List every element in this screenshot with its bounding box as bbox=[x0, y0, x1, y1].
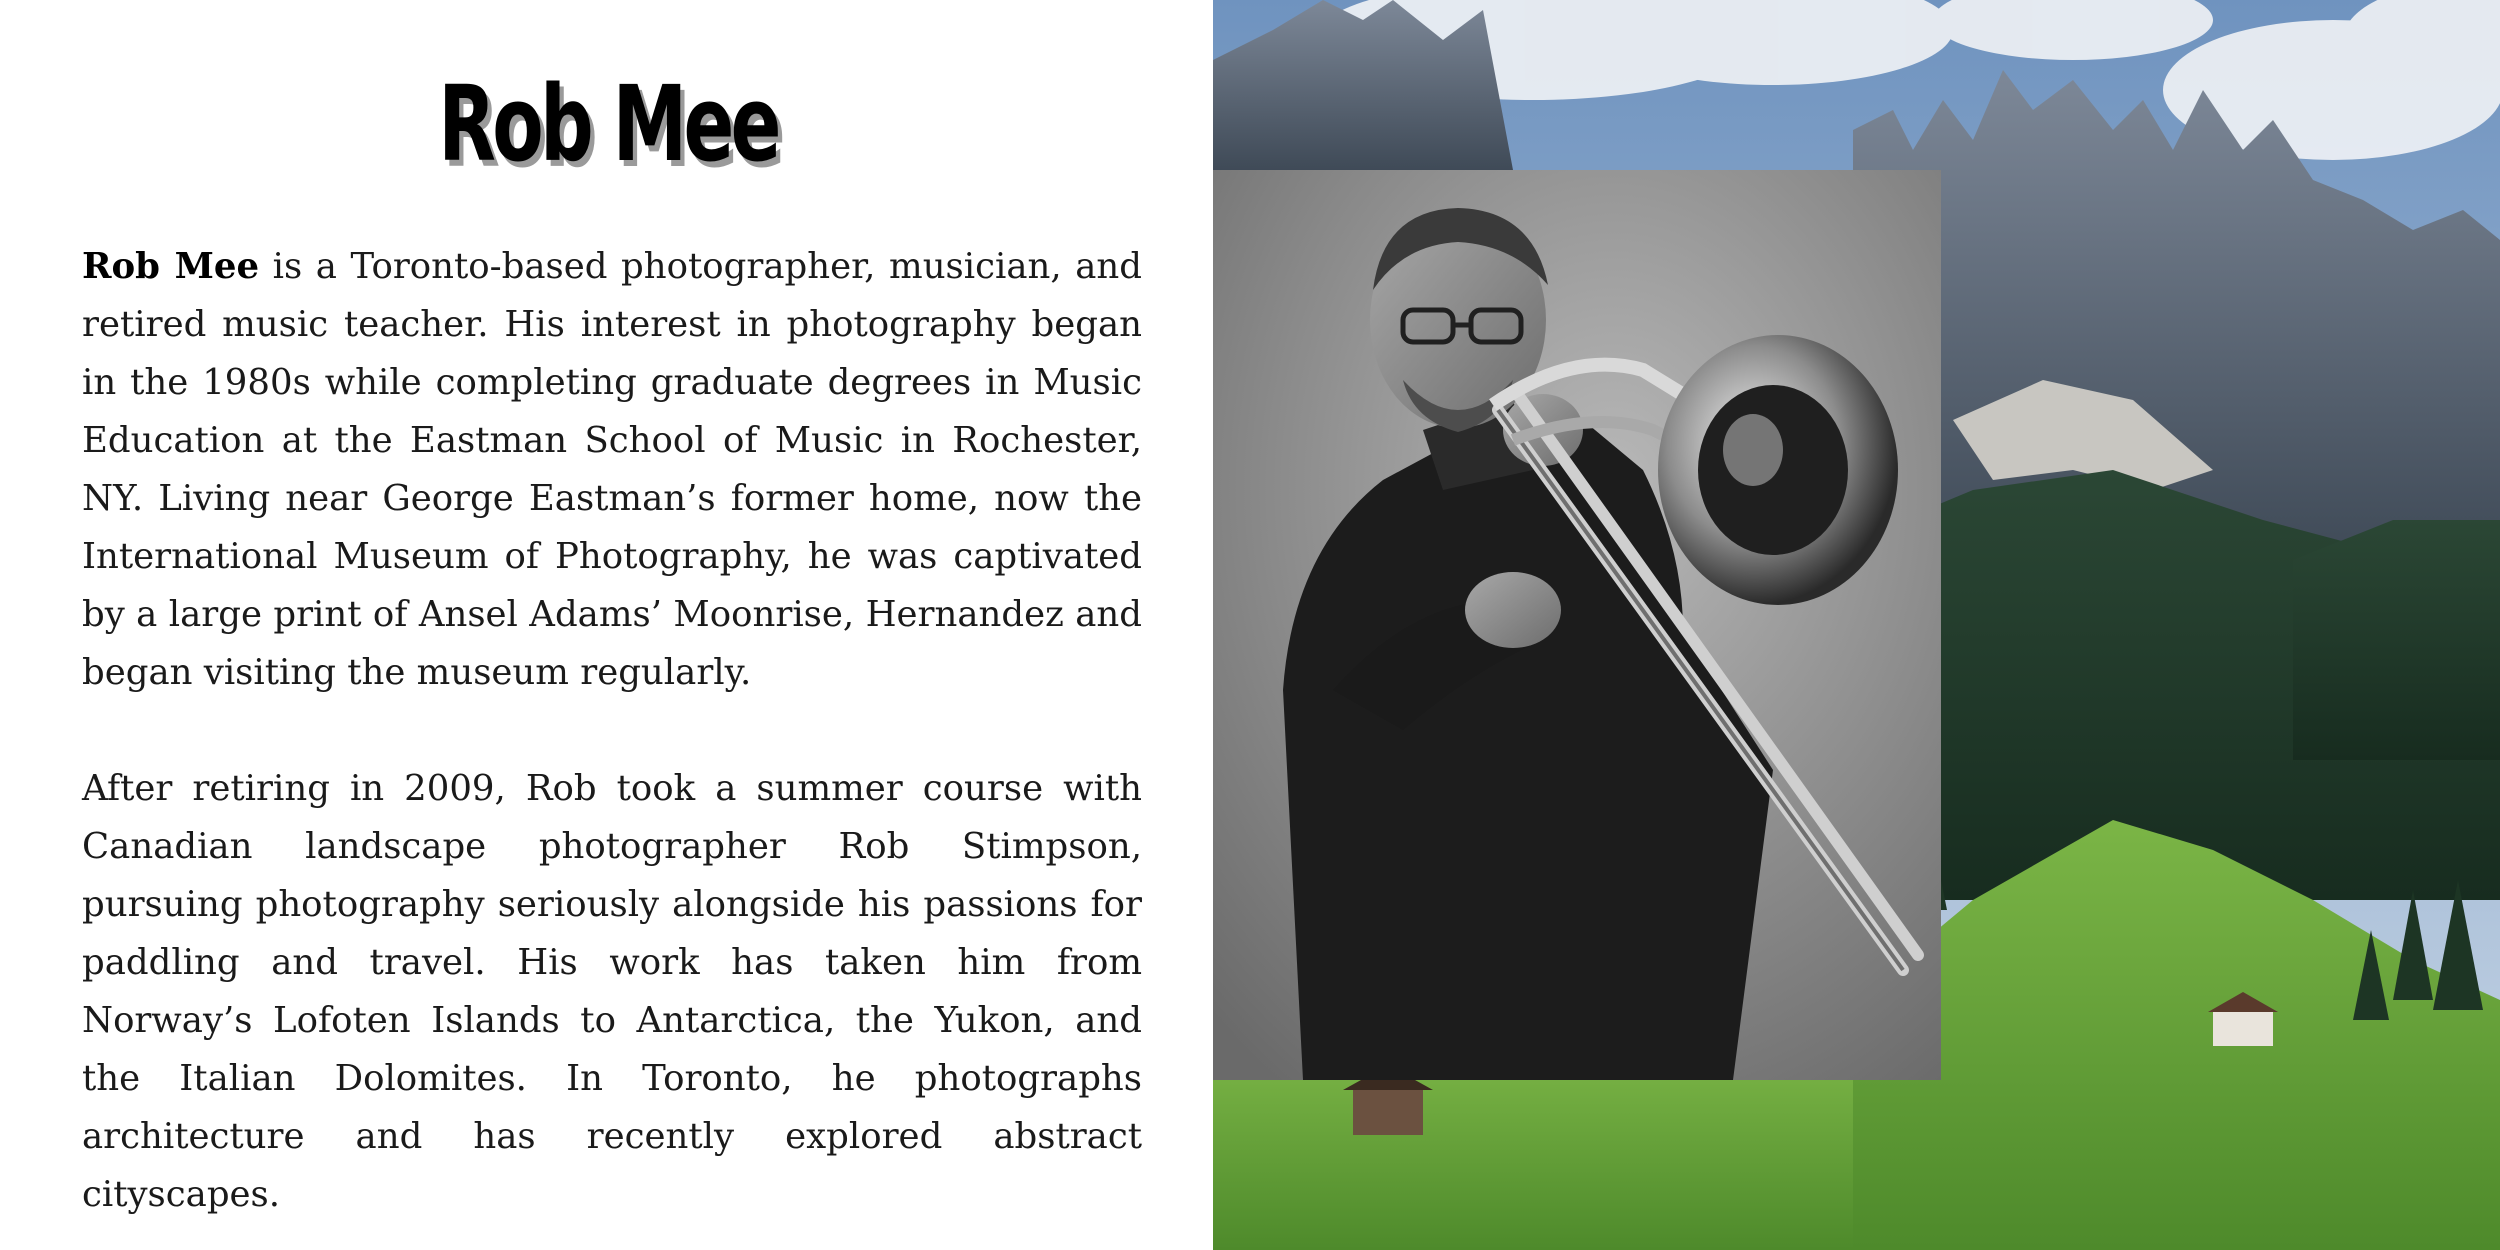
bio-paragraph-1 bbox=[82, 238, 1142, 702]
bio-paragraph-1-text: is a Toronto-based photographer, musician, and retired music teacher. His interest in photography began in the 1980s while completing graduate degrees in Music Education at the Eastman School of Music in Rochester, NY. Living near George Eastman’s former home, now the International Museum of Photography, he was captivated by a large print of Ansel Adams’ Moonrise, Hernandez and began visiting the museum regularly. bbox=[82, 246, 1142, 693]
page-title: Rob Mee bbox=[438, 63, 778, 185]
trombonist-portrait-image bbox=[1213, 170, 1941, 1080]
bio-panel bbox=[0, 0, 1213, 1250]
bio-name: Rob Mee bbox=[82, 246, 260, 287]
bio-paragraph-2: After retiring in 2009, Rob took a summer course with Canadian landscape photographer Rob Stimpson, pursuing photography seriously alongside his passions for paddling and travel. His work has taken him from Norway’s Lofoten Islands to Antarctica, the Yukon, and the Italian Dolomites. In Toronto, he photographs architecture and has recently explored abstract cityscapes. bbox=[82, 768, 1142, 1215]
portrait-photo bbox=[1213, 170, 1941, 1080]
